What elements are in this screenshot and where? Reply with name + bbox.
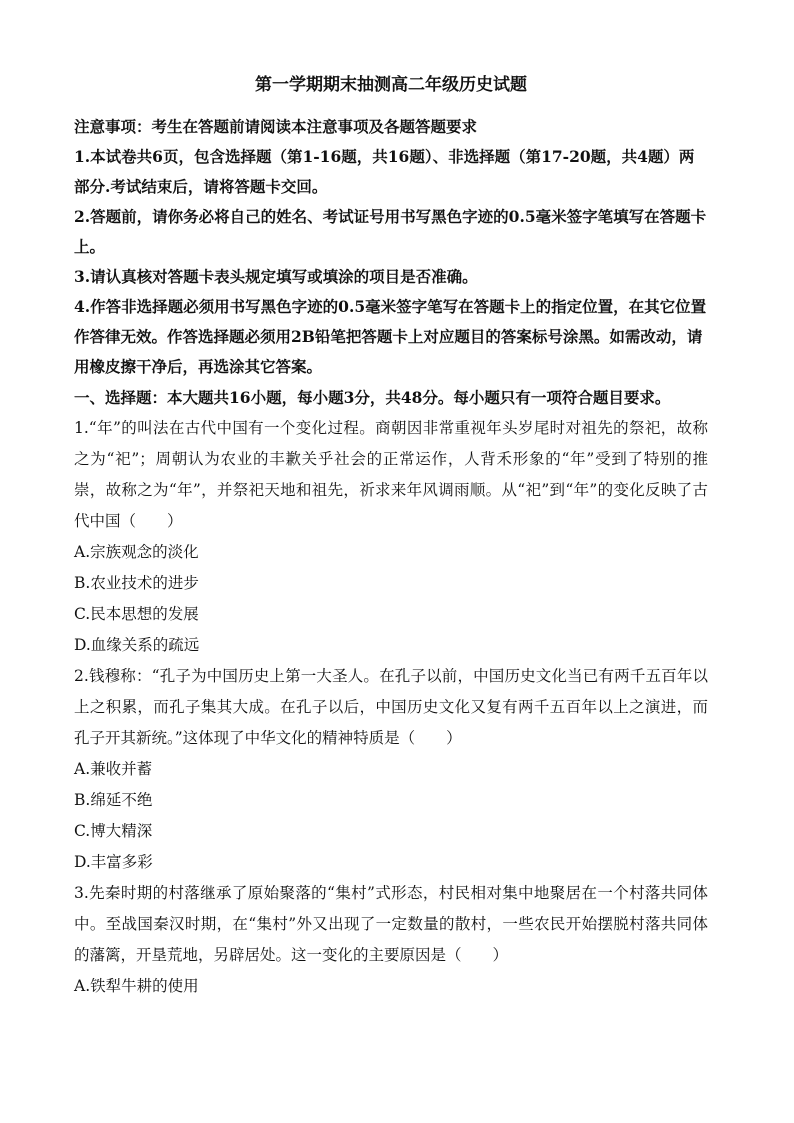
question-3 — [74, 878, 708, 1002]
option-d: D.丰富多彩 — [74, 853, 153, 871]
question-stem: 1.“年”的叫法在古代中国有一个变化过程。商朝因非常重视年头岁尾时对祖先的祭祀，故称之为“祀”；周朝认为农业的丰歉关乎社会的正常运作，人背禾形象的“年”受到了特别的推崇，故称之为“年”，并祭祀天地和祖先，祈求来年风调雨顺。从“祀”到“年”的变化反映了古代中国（ ） — [74, 419, 708, 530]
notice-heading: 注意事项：考生在答题前请阅读本注意事项及各题答题要求 — [74, 117, 478, 136]
question-2 — [74, 661, 708, 878]
option-a: A.兼收并蓄 — [74, 760, 153, 778]
option-d: D.血缘关系的疏远 — [74, 636, 200, 654]
notice-item: 1.本试卷共6页，包含选择题（第1-16题，共16题）、非选择题（第17-20题，共4题）两部分.考试结束后，请将答题卡交回。 — [74, 147, 695, 196]
option-c: C.民本思想的发展 — [74, 605, 199, 623]
option-b: B.绵延不绝 — [74, 791, 153, 809]
option-a: A.铁犁牛耕的使用 — [74, 977, 199, 995]
page-title: 第一学期期末抽测高二年级历史试题 — [255, 75, 527, 95]
question-stem: 2.钱穆称：“孔子为中国历史上第一大圣人。在孔子以前，中国历史文化当已有两千五百年以上之积累，而孔子集其大成。在孔子以后，中国历史文化又复有两千五百年以上之演进，而孔子开其新统。”这体现了中华文化的精神特质是（ ） — [74, 667, 708, 747]
question-stem: 3.先秦时期的村落继承了原始聚落的“集村”式形态，村民相对集中地聚居在一个村落共同体中。至战国秦汉时期，在“集村”外又出现了一定数量的散村，一些农民开始摆脱村落共同体的藩篱，开垦荒地，另辟居处。这一变化的主要原因是（ ） — [74, 884, 708, 964]
notice-block — [74, 112, 708, 382]
section-heading: 一、选择题：本大题共16小题，每小题3分，共48分。每小题只有一项符合题目要求。 — [74, 388, 671, 407]
notice-item: 3.请认真核对答题卡表头规定填写或填涂的项目是否准确。 — [74, 267, 478, 286]
notice-item: 4.作答非选择题必须用书写黑色字迹的0.5毫米签字笔写在答题卡上的指定位置，在其它位置作答律无效。作答选择题必须用2B铅笔把答题卡上对应题目的答案标号涂黑。如需改动，请用橡皮擦干净后，再选涂其它答案。 — [74, 297, 707, 376]
notice-item: 2.答题前，请你务必将自己的姓名、考试证号用书写黑色字迹的0.5毫米签字笔填写在答题卡上。 — [74, 207, 707, 256]
option-b: B.农业技术的进步 — [74, 574, 199, 592]
question-1 — [74, 413, 708, 661]
option-a: A.宗族观念的淡化 — [74, 543, 199, 561]
option-c: C.博大精深 — [74, 822, 153, 840]
